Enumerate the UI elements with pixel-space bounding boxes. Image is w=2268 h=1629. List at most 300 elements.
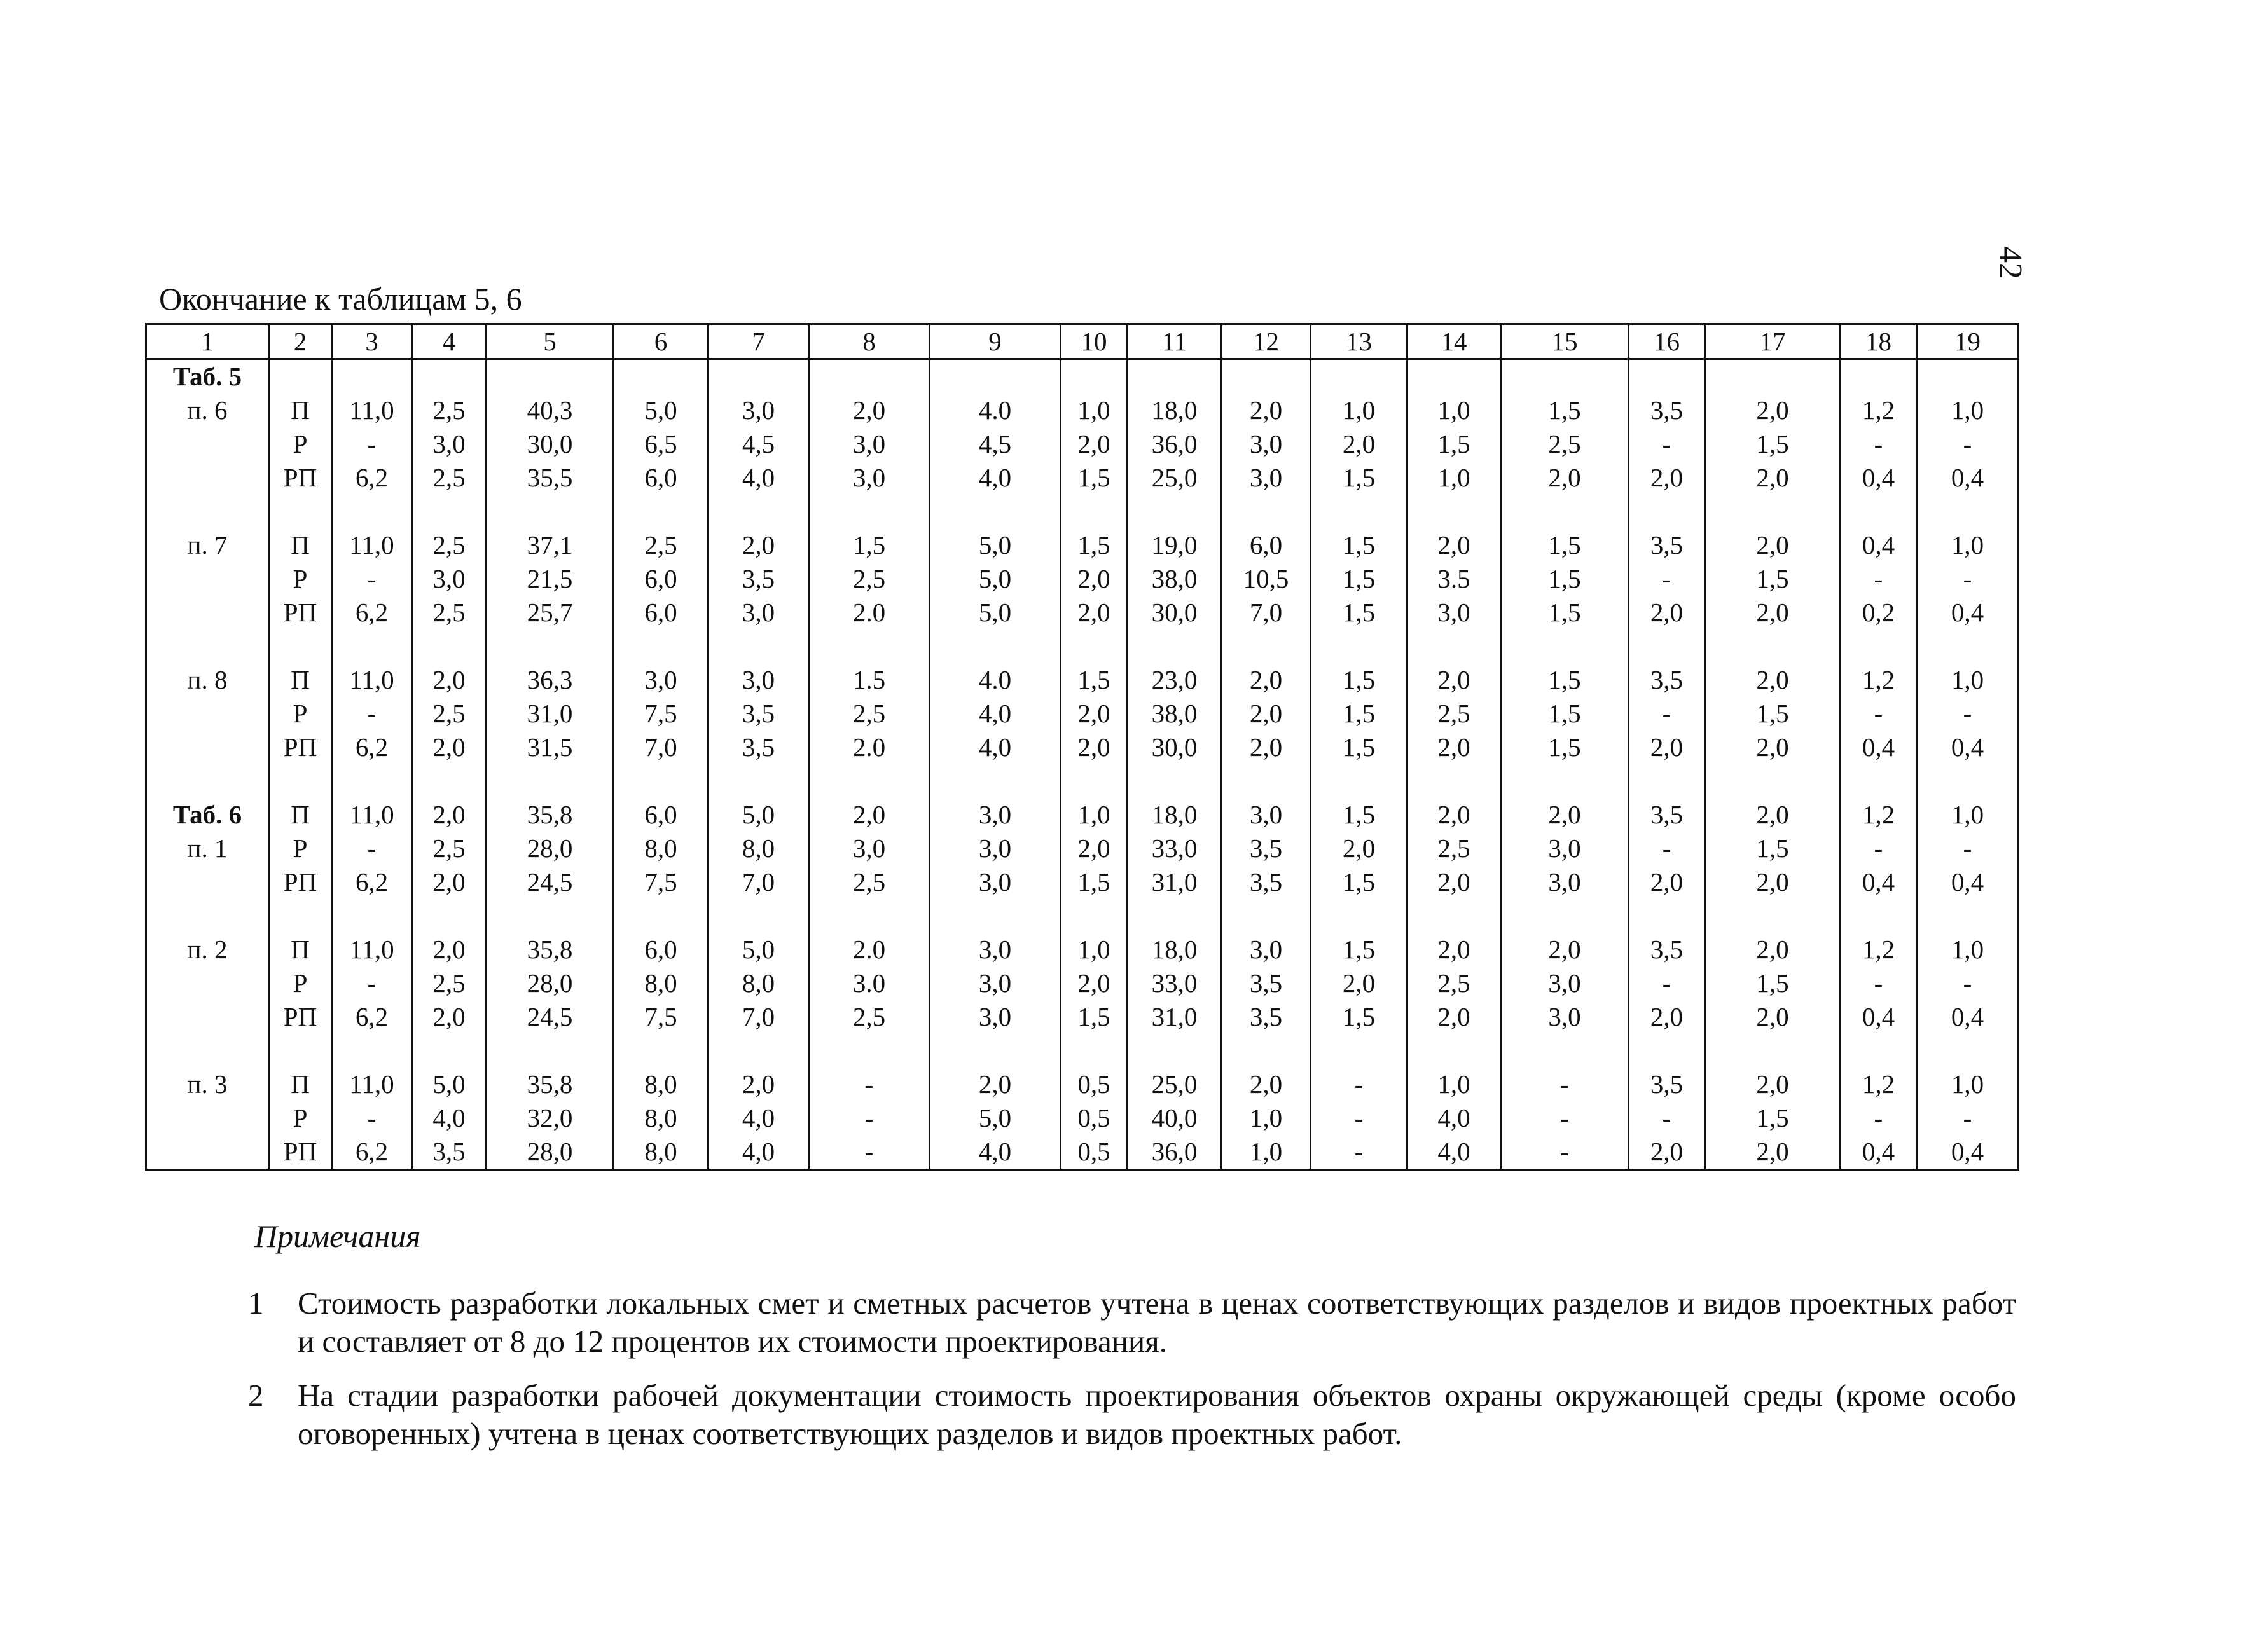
cell-value: 1.5: [852, 665, 886, 694]
cell-value: 1,5: [1756, 564, 1789, 593]
cell-value: 3,5: [1650, 1069, 1684, 1099]
cell-value: 32,0: [527, 1103, 573, 1132]
cell-value: 3,0: [1548, 968, 1581, 998]
table-cell: [1128, 528, 1222, 663]
cell-value: 2,0: [432, 867, 466, 897]
table-cell: [1705, 933, 1841, 1068]
cell-value: 4,0: [1437, 1137, 1470, 1166]
cell-value: 6,0: [644, 800, 677, 829]
cell-value: 1,5: [1077, 665, 1110, 694]
cell-value: 6,5: [644, 429, 677, 458]
cell-value: -: [367, 564, 377, 593]
cell-value: 8,0: [644, 1069, 677, 1099]
cell-value: 0,2: [1862, 598, 1895, 627]
cell-value: 3.0: [852, 968, 886, 998]
cell-value: 1,0: [1077, 935, 1110, 964]
cell-value: 1,0: [1951, 1069, 1984, 1099]
row-label: [146, 359, 269, 529]
cell-value: 2,0: [1249, 1069, 1283, 1099]
column-header: 12: [1222, 324, 1311, 359]
cell-value: 2,0: [1548, 800, 1581, 829]
cell-value: 4.0: [978, 395, 1012, 425]
cell-value: 3,5: [432, 1137, 466, 1166]
table-row-group: [146, 528, 2019, 663]
table-cell: [1407, 1068, 1501, 1170]
table-cell: [1311, 359, 1407, 529]
table-cell: [1501, 798, 1629, 933]
cell-value: 2,0: [1342, 429, 1376, 458]
table-cell: [1407, 663, 1501, 798]
cell-value: 4,0: [742, 463, 775, 492]
table-cell: [614, 359, 709, 529]
row-label-text: п. 6: [187, 395, 228, 425]
cell-value: 0,4: [1951, 1137, 1984, 1166]
table-row-group: [146, 933, 2019, 1068]
cell-value: 2,0: [978, 1069, 1012, 1099]
cell-value: 2,0: [1756, 463, 1789, 492]
cell-value: -: [1874, 1103, 1883, 1132]
cell-value: -: [1354, 1069, 1364, 1099]
stage-cell: [269, 663, 332, 798]
table-cell: [1311, 663, 1407, 798]
cell-value: 2,5: [852, 564, 886, 593]
cell-value: 3,0: [742, 395, 775, 425]
cell-value: 24,5: [527, 1002, 573, 1031]
stage-label: Р: [293, 429, 308, 458]
table-cell: [614, 933, 709, 1068]
table-cell: [1061, 1068, 1128, 1170]
cell-value: 4,0: [432, 1103, 466, 1132]
cell-value: 2,0: [1756, 530, 1789, 560]
cell-value: 2,0: [1437, 732, 1470, 762]
stage-label: Р: [293, 564, 308, 593]
table-cell: [1917, 798, 2019, 933]
table-cell: [809, 663, 930, 798]
note-number: 2: [248, 1378, 264, 1413]
cell-value: 30,0: [1151, 732, 1198, 762]
cell-value: 3,0: [432, 429, 466, 458]
table-cell: [1407, 798, 1501, 933]
table-caption: Окончание к таблицам 5, 6: [159, 281, 522, 317]
cell-value: 5,0: [644, 395, 677, 425]
table-cell: [930, 663, 1061, 798]
cell-value: 25,0: [1151, 1069, 1198, 1099]
cell-value: 5,0: [978, 598, 1012, 627]
cell-value: 2,5: [1437, 699, 1470, 728]
column-header: 2: [269, 324, 332, 359]
cell-value: 4,5: [742, 429, 775, 458]
stage-label: П: [291, 800, 310, 829]
cell-value: 3,0: [432, 564, 466, 593]
cell-value: 2,0: [1077, 968, 1110, 998]
cell-value: 2,0: [432, 1002, 466, 1031]
cell-value: 6,0: [644, 598, 677, 627]
table-cell: [1061, 663, 1128, 798]
cell-value: 2,5: [1548, 429, 1581, 458]
cell-value: -: [1560, 1069, 1569, 1099]
stage-label: РП: [283, 598, 317, 627]
row-label-text: п. 2: [187, 935, 228, 964]
cell-value: 1,5: [1342, 1002, 1376, 1031]
cell-value: 1,0: [1951, 395, 1984, 425]
cell-value: 3.5: [1437, 564, 1470, 593]
cell-value: 4,5: [978, 429, 1012, 458]
stage-label: РП: [283, 732, 317, 762]
table-cell: [1311, 1068, 1407, 1170]
cell-value: 1,0: [1249, 1103, 1283, 1132]
row-label: [146, 933, 269, 1068]
cell-value: 11,0: [349, 935, 394, 964]
cell-value: 0,4: [1951, 598, 1984, 627]
cell-value: 1,5: [852, 530, 886, 560]
cell-value: 2,0: [1548, 935, 1581, 964]
table-cell: [1841, 798, 1917, 933]
cell-value: 28,0: [527, 968, 573, 998]
cell-value: 8,0: [644, 834, 677, 863]
cell-value: 2,5: [432, 834, 466, 863]
cell-value: 1,5: [1342, 699, 1376, 728]
column-header: 10: [1061, 324, 1128, 359]
cell-value: 1,0: [1077, 395, 1110, 425]
cell-value: 3,5: [1650, 530, 1684, 560]
cell-value: 2,0: [742, 1069, 775, 1099]
cell-value: 19,0: [1151, 530, 1198, 560]
table-cell: [412, 933, 487, 1068]
cell-value: 24,5: [527, 867, 573, 897]
cell-value: 36,0: [1151, 1137, 1198, 1166]
cell-value: 1,5: [1077, 1002, 1110, 1031]
cell-value: 11,0: [349, 665, 394, 694]
cell-value: 3,5: [1249, 834, 1283, 863]
column-header: 9: [930, 324, 1061, 359]
cell-value: 6,2: [355, 463, 389, 492]
cell-value: -: [1963, 564, 1972, 593]
stage-label: П: [291, 1069, 310, 1099]
cell-value: 37,1: [527, 530, 573, 560]
column-header: 16: [1629, 324, 1705, 359]
table-cell: [809, 359, 930, 529]
table-cell: [1222, 933, 1311, 1068]
cell-value: 5,0: [978, 1103, 1012, 1132]
cell-value: 3,5: [1650, 665, 1684, 694]
cell-value: 0,4: [1951, 463, 1984, 492]
column-header: 6: [614, 324, 709, 359]
stage-label: П: [291, 395, 310, 425]
cell-value: 2,0: [1756, 1069, 1789, 1099]
cell-value: 3,5: [742, 564, 775, 593]
column-header: 8: [809, 324, 930, 359]
cell-value: 6,0: [644, 463, 677, 492]
table-cell: [332, 933, 412, 1068]
column-header: 15: [1501, 324, 1629, 359]
cell-value: 2,0: [1077, 732, 1110, 762]
cell-value: 2,5: [852, 699, 886, 728]
column-header: 14: [1407, 324, 1501, 359]
cell-value: 4,0: [1437, 1103, 1470, 1132]
table-cell: [1705, 528, 1841, 663]
table-cell: [1501, 1068, 1629, 1170]
cell-value: 1,5: [1548, 530, 1581, 560]
cell-value: 1,0: [1437, 1069, 1470, 1099]
cell-value: 1,5: [1342, 598, 1376, 627]
table-cell: [332, 1068, 412, 1170]
cell-value: 2,0: [432, 665, 466, 694]
cell-value: 31,0: [1151, 867, 1198, 897]
cell-value: -: [1560, 1137, 1569, 1166]
stage-label: П: [291, 665, 310, 694]
cell-value: 3,0: [978, 800, 1012, 829]
cell-value: 1,0: [1951, 800, 1984, 829]
column-header: 13: [1311, 324, 1407, 359]
table-cell: [1841, 528, 1917, 663]
table-cell: [1917, 528, 2019, 663]
table-cell: [614, 528, 709, 663]
table-cell: [1917, 933, 2019, 1068]
cell-value: 1,5: [1342, 867, 1376, 897]
table-cell: [487, 798, 614, 933]
cell-value: 3,0: [1548, 1002, 1581, 1031]
cell-value: -: [1963, 1103, 1972, 1132]
cell-value: 35,5: [527, 463, 573, 492]
cell-value: 10,5: [1243, 564, 1289, 593]
cell-value: 1,5: [1437, 429, 1470, 458]
cell-value: 30,0: [527, 429, 573, 458]
cell-value: 3,5: [1650, 395, 1684, 425]
table-cell: [1061, 798, 1128, 933]
cell-value: 35,8: [527, 935, 573, 964]
cell-value: -: [1963, 699, 1972, 728]
cell-value: 2,0: [1756, 1137, 1789, 1166]
table-cell: [1629, 528, 1705, 663]
cell-value: 3,5: [742, 732, 775, 762]
cell-value: -: [1963, 429, 1972, 458]
cell-value: 4,0: [978, 463, 1012, 492]
cell-value: 1,5: [1077, 530, 1110, 560]
cell-value: 7,5: [644, 1002, 677, 1031]
cell-value: 2,0: [1077, 834, 1110, 863]
cell-value: 1,5: [1756, 699, 1789, 728]
stage-cell: [269, 1068, 332, 1170]
row-label-text: п. 8: [187, 665, 228, 694]
table-cell: [1407, 933, 1501, 1068]
cell-value: 11,0: [349, 395, 394, 425]
cell-value: 2,0: [1548, 463, 1581, 492]
notes-heading: Примечания: [254, 1218, 421, 1254]
cell-value: 1,5: [1077, 463, 1110, 492]
cell-value: 18,0: [1151, 800, 1198, 829]
cell-value: 18,0: [1151, 935, 1198, 964]
table-cell: [1629, 798, 1705, 933]
cell-value: 7,0: [1249, 598, 1283, 627]
table-cell: [1222, 663, 1311, 798]
table-cell: [1917, 359, 2019, 529]
table-cell: [487, 359, 614, 529]
cell-value: 0,4: [1951, 732, 1984, 762]
cell-value: 2,0: [432, 800, 466, 829]
cell-value: 0,4: [1862, 530, 1895, 560]
table-cell: [1841, 663, 1917, 798]
column-header: 3: [332, 324, 412, 359]
cell-value: 23,0: [1151, 665, 1198, 694]
cell-value: 1,5: [1756, 968, 1789, 998]
cell-value: 2.0: [852, 935, 886, 964]
cell-value: 1,5: [1756, 429, 1789, 458]
table-cell: [809, 798, 930, 933]
cell-value: 0,4: [1862, 463, 1895, 492]
cell-value: -: [1354, 1137, 1364, 1166]
cell-value: 2,0: [1756, 1002, 1789, 1031]
cell-value: 1,5: [1077, 867, 1110, 897]
cell-value: 8,0: [644, 1103, 677, 1132]
cell-value: 2,0: [1650, 1002, 1684, 1031]
table-row-group: [146, 798, 2019, 933]
cell-value: 1,5: [1342, 800, 1376, 829]
table-cell: [412, 1068, 487, 1170]
cell-value: 2,5: [432, 598, 466, 627]
stage-label: Р: [293, 968, 308, 998]
cell-value: 1,5: [1342, 530, 1376, 560]
table-cell: [1917, 663, 2019, 798]
cell-value: -: [864, 1137, 874, 1166]
cell-value: 4,0: [742, 1103, 775, 1132]
table-cell: [1061, 933, 1128, 1068]
table-cell: [1917, 1068, 2019, 1170]
cell-value: -: [1662, 429, 1671, 458]
table-cell: [614, 1068, 709, 1170]
cell-value: 6,0: [644, 935, 677, 964]
cell-value: -: [1874, 834, 1883, 863]
table-cell: [1841, 933, 1917, 1068]
cell-value: 1,5: [1548, 564, 1581, 593]
cell-value: 40,3: [527, 395, 573, 425]
cell-value: 5,0: [742, 800, 775, 829]
table-row-group: [146, 1068, 2019, 1170]
table-cell: [809, 1068, 930, 1170]
table-cell: [1705, 663, 1841, 798]
table-cell: [487, 528, 614, 663]
stage-cell: [269, 798, 332, 933]
table-cell: [332, 798, 412, 933]
cell-value: 3,5: [1650, 800, 1684, 829]
cell-value: 2,5: [852, 1002, 886, 1031]
table-cell: [1705, 359, 1841, 529]
cell-value: -: [1874, 564, 1883, 593]
row-label-text: Таб. 5: [172, 362, 242, 391]
stage-cell: [269, 359, 332, 529]
cell-value: 3,0: [1437, 598, 1470, 627]
cell-value: 0,5: [1077, 1069, 1110, 1099]
table-cell: [1407, 528, 1501, 663]
cell-value: 2,0: [432, 732, 466, 762]
page-number: 42: [1992, 246, 2028, 279]
column-header: 5: [487, 324, 614, 359]
stage-label: РП: [283, 867, 317, 897]
cell-value: 25,0: [1151, 463, 1198, 492]
cell-value: 18,0: [1151, 395, 1198, 425]
cell-value: 3,0: [742, 665, 775, 694]
cell-value: 2,0: [852, 800, 886, 829]
cell-value: 3,0: [852, 429, 886, 458]
cell-value: 1,5: [1548, 699, 1581, 728]
cell-value: 2,0: [1650, 867, 1684, 897]
cell-value: 2,0: [1077, 564, 1110, 593]
table-cell: [1629, 663, 1705, 798]
row-label: [146, 798, 269, 933]
cell-value: 2,0: [1650, 1137, 1684, 1166]
cell-value: -: [1560, 1103, 1569, 1132]
cell-value: 1,2: [1862, 935, 1895, 964]
cell-value: 2,0: [1077, 429, 1110, 458]
cell-value: 21,5: [527, 564, 573, 593]
cell-value: 2,0: [1249, 665, 1283, 694]
cell-value: 6,2: [355, 867, 389, 897]
cell-value: 3,0: [978, 1002, 1012, 1031]
row-label: [146, 528, 269, 663]
cell-value: 2,0: [1437, 800, 1470, 829]
cell-value: 3,0: [1249, 429, 1283, 458]
cell-value: 0,4: [1951, 1002, 1984, 1031]
cell-value: 1,0: [1437, 463, 1470, 492]
cell-value: 7,0: [644, 732, 677, 762]
table-cell: [1705, 798, 1841, 933]
table-cell: [1311, 798, 1407, 933]
table-cell: [1501, 359, 1629, 529]
cell-value: 3,0: [852, 834, 886, 863]
table-cell: [809, 933, 930, 1068]
table-cell: [1311, 933, 1407, 1068]
cell-value: 1,2: [1862, 395, 1895, 425]
cell-value: 1,5: [1342, 935, 1376, 964]
cell-value: -: [1963, 968, 1972, 998]
cell-value: 1,5: [1548, 732, 1581, 762]
cell-value: 2,5: [432, 530, 466, 560]
cell-value: 1,0: [1437, 395, 1470, 425]
cell-value: 6,0: [644, 564, 677, 593]
column-header: 4: [412, 324, 487, 359]
cell-value: 2,0: [1342, 834, 1376, 863]
row-label-text: п. 3: [187, 1069, 228, 1099]
cell-value: -: [1662, 1103, 1671, 1132]
table-cell: [930, 1068, 1061, 1170]
table-row-group: [146, 663, 2019, 798]
table-cell: [332, 663, 412, 798]
cell-value: 0,5: [1077, 1103, 1110, 1132]
cell-value: 0,5: [1077, 1137, 1110, 1166]
cell-value: 1,0: [1951, 935, 1984, 964]
cell-value: 6,2: [355, 598, 389, 627]
cell-value: 2,0: [432, 935, 466, 964]
cell-value: 1,5: [1756, 1103, 1789, 1132]
cell-value: 1,5: [1342, 463, 1376, 492]
cell-value: 2,0: [1756, 867, 1789, 897]
stage-label: РП: [283, 463, 317, 492]
cell-value: 2,0: [1756, 665, 1789, 694]
stage-label: РП: [283, 1137, 317, 1166]
cell-value: 38,0: [1151, 699, 1198, 728]
cell-value: 4,0: [742, 1137, 775, 1166]
table-row-group: [146, 359, 2019, 529]
cell-value: 2,0: [1756, 598, 1789, 627]
cell-value: 8,0: [742, 834, 775, 863]
cell-value: 5,0: [978, 530, 1012, 560]
cell-value: 30,0: [1151, 598, 1198, 627]
table-cell: [1128, 798, 1222, 933]
cell-value: 3,0: [1249, 463, 1283, 492]
cell-value: 3,5: [1249, 968, 1283, 998]
cell-value: 1,0: [1951, 530, 1984, 560]
cell-value: 3,0: [978, 834, 1012, 863]
note-item: [248, 1284, 2016, 1361]
